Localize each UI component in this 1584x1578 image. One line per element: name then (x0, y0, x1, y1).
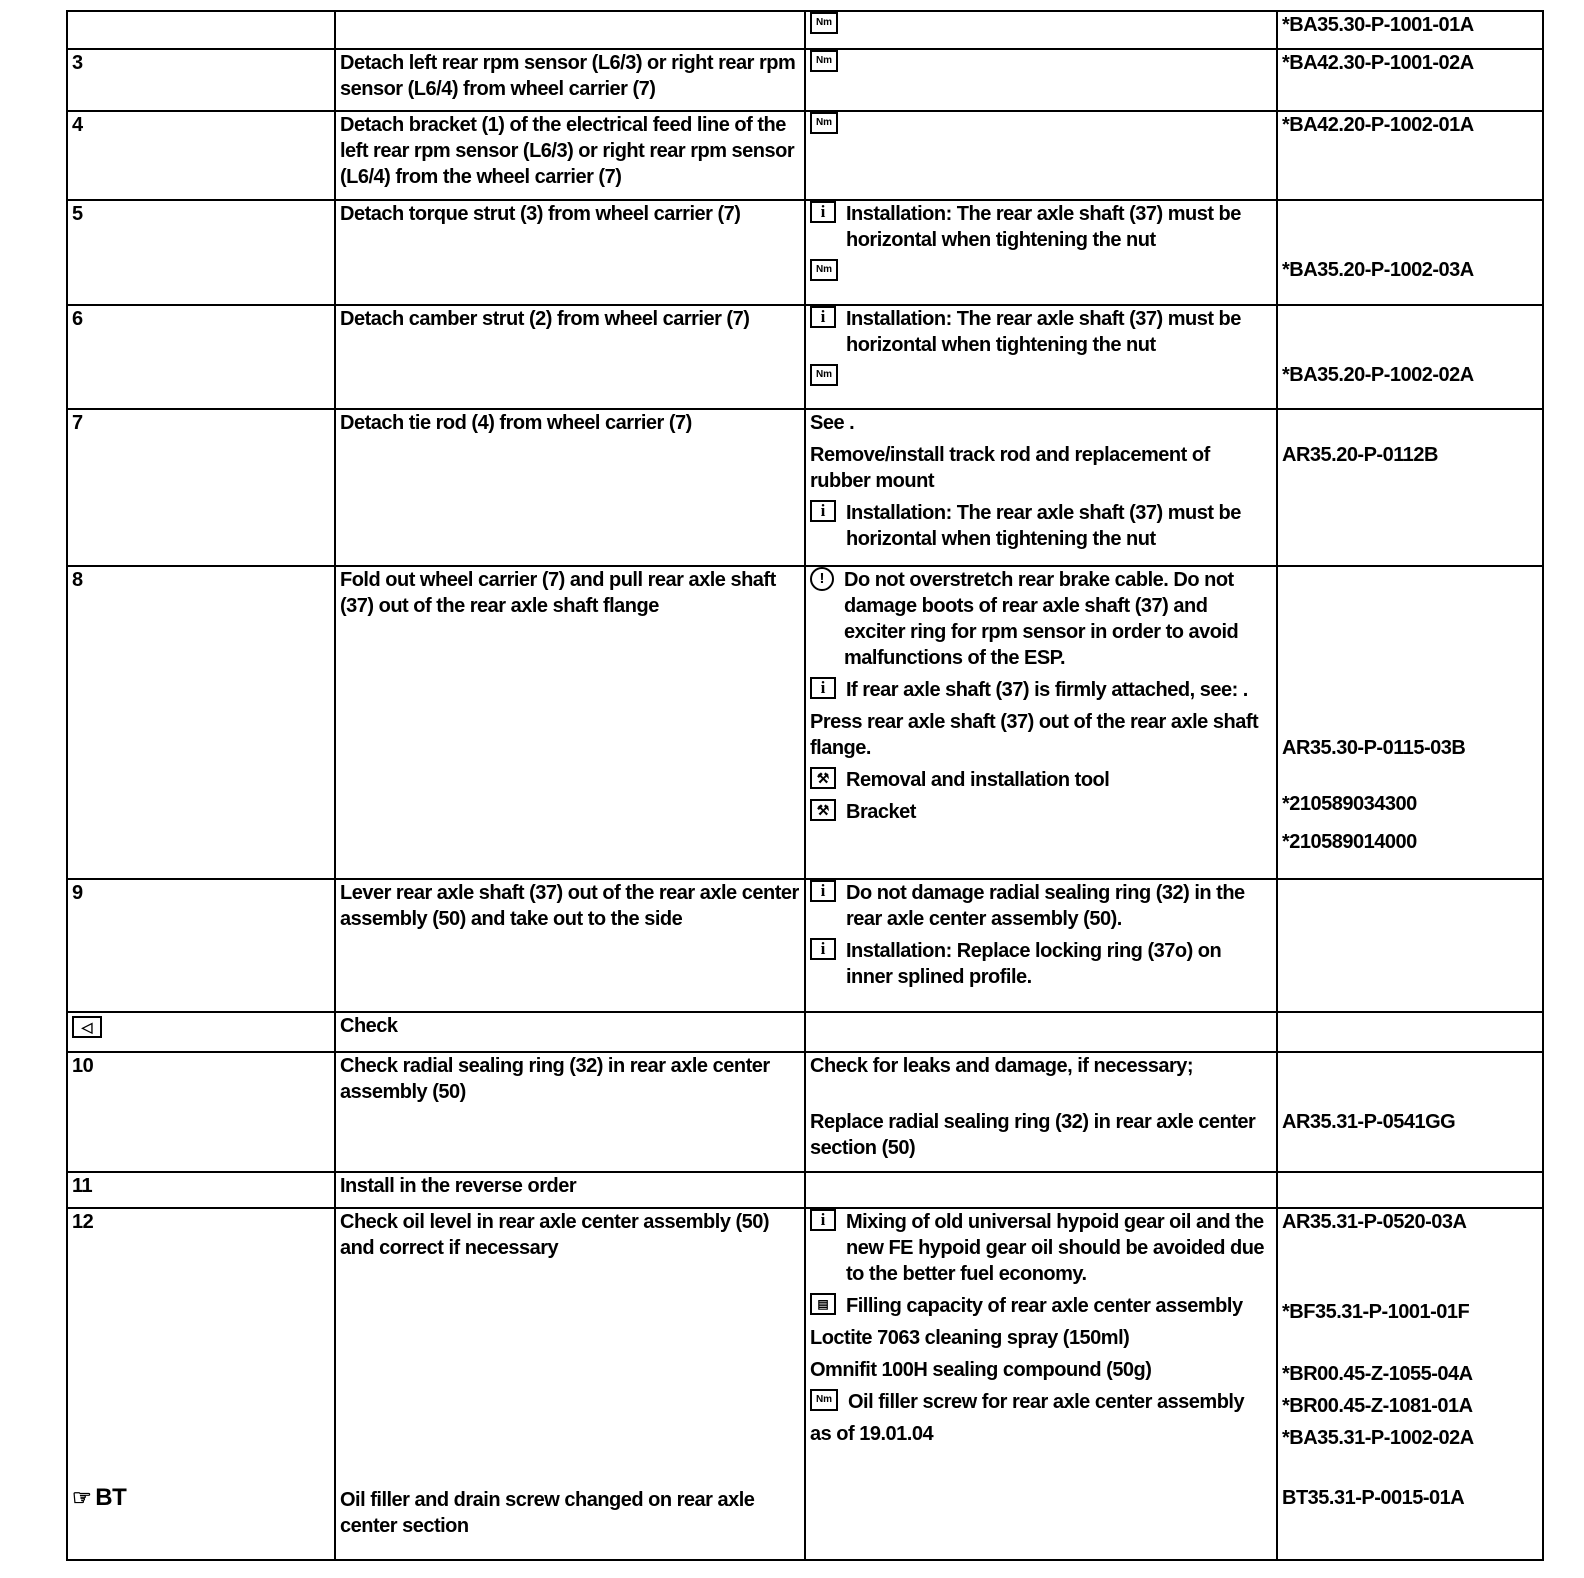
action-cell: Detach bracket (1) of the electrical feed line of the left rear rpm sensor (L6/3) or right rear rpm sensor (L6/4) from the wheel carrier (7) (335, 111, 805, 200)
torque-icon: Nm (810, 12, 838, 34)
ref-link[interactable]: AR35.31-P-0541GG (1282, 1111, 1456, 1133)
notes-cell (805, 305, 1277, 409)
notes-cell (805, 409, 1277, 566)
ref-cell (1277, 409, 1543, 566)
link-text[interactable]: Press rear axle shaft (37) out of the rear axle shaft flange. (810, 711, 1259, 759)
ref-link[interactable]: *BA42.30-P-1001-02A (1282, 52, 1474, 74)
notes-cell (805, 1012, 1277, 1052)
ref-link[interactable]: *BA42.20-P-1002-01A (1282, 114, 1474, 136)
torque-icon: Nm (810, 364, 838, 386)
action-cell: Install in the reverse order (335, 1172, 805, 1208)
action-cell: Lever rear axle shaft (37) out of the rear axle center assembly (50) and take out to the side (335, 879, 805, 1012)
note-text: Oil filler screw for rear axle center assembly (848, 1391, 1245, 1413)
notes-cell (805, 566, 1277, 879)
ref-cell (1277, 11, 1543, 49)
torque-icon: Nm (810, 259, 838, 281)
ref-cell (1277, 305, 1543, 409)
info-icon: i (810, 938, 836, 960)
ref-link[interactable]: *BA35.30-P-1001-01A (1282, 14, 1474, 36)
note-text: Mixing of old universal hypoid gear oil and the new FE hypoid gear oil should be avoided due to the better fuel economy. (846, 1211, 1265, 1285)
action-cell: Check oil level in rear axle center assembly (50) and correct if necessary Oil filler and drain screw changed on rear axle center section (335, 1208, 805, 1560)
table-row (67, 1052, 1543, 1172)
info-icon: i (810, 677, 836, 699)
ref-cell (1277, 1172, 1543, 1208)
ref-link[interactable]: *BA35.20-P-1002-02A (1282, 364, 1474, 386)
notes-cell (805, 49, 1277, 111)
ref-cell (1277, 566, 1543, 879)
step-cell: 3 (67, 49, 335, 111)
ref-link[interactable]: *210589034300 (1282, 793, 1417, 815)
step-cell: 9 (67, 879, 335, 1012)
bt-label: BT (95, 1484, 127, 1511)
note-text: Bracket (846, 801, 916, 823)
tool-icon: ⚒ (810, 767, 836, 789)
note-text: If rear axle shaft (37) is firmly attached, see: . (846, 679, 1248, 701)
torque-icon: Nm (810, 1389, 838, 1411)
ref-cell (1277, 49, 1543, 111)
note-text: Check for leaks and damage, if necessary; (810, 1055, 1194, 1077)
step-cell: 12 ☞ BT (67, 1208, 335, 1560)
tool-icon: ⚒ (810, 799, 836, 821)
table-row (67, 111, 1543, 200)
table-row (67, 879, 1543, 1012)
step-cell (67, 1012, 335, 1052)
step-cell: 5 (67, 200, 335, 305)
notes-cell (805, 111, 1277, 200)
table-row (67, 1172, 1543, 1208)
bt-action: Oil filler and drain screw changed on rear axle center section (340, 1489, 755, 1537)
action-cell: Detach torque strut (3) from wheel carrier (7) (335, 200, 805, 305)
torque-icon: Nm (810, 112, 838, 134)
ref-cell (1277, 1052, 1543, 1172)
note-text: See . (810, 412, 855, 434)
ref-link[interactable]: *BR00.45-Z-1055-04A (1282, 1363, 1473, 1385)
notes-cell (805, 200, 1277, 305)
ref-link[interactable]: *BF35.31-P-1001-01F (1282, 1301, 1470, 1323)
info-icon: i (810, 306, 836, 328)
ref-link[interactable]: AR35.31-P-0520-03A (1282, 1211, 1467, 1233)
table-row (67, 305, 1543, 409)
note-text: Do not overstretch rear brake cable. Do not damage boots of rear axle shaft (37) and exciter ring for rpm sensor in order to avoid malfunctions of the ESP. (844, 569, 1239, 669)
ref-link[interactable]: *BA35.20-P-1002-03A (1282, 259, 1474, 281)
note-text: as of 19.01.04 (810, 1423, 934, 1445)
link-text[interactable]: Remove/install track rod and replacement of rubber mount (810, 444, 1210, 492)
note-text: Filling capacity of rear axle center assembly (846, 1295, 1243, 1317)
action-cell: Fold out wheel carrier (7) and pull rear axle shaft (37) out of the rear axle shaft flange (335, 566, 805, 879)
torque-icon: Nm (810, 50, 838, 72)
note-text: Omnifit 100H sealing compound (50g) (810, 1359, 1152, 1381)
action-cell: Detach left rear rpm sensor (L6/3) or right rear rpm sensor (L6/4) from wheel carrier (7) (335, 49, 805, 111)
step-cell: 6 (67, 305, 335, 409)
table-row (67, 566, 1543, 879)
table-row (67, 11, 1543, 49)
action-cell: Check (335, 1012, 805, 1052)
table-row (67, 200, 1543, 305)
table-row (67, 49, 1543, 111)
ref-link[interactable]: *210589014000 (1282, 831, 1417, 853)
ref-link[interactable]: *BA35.31-P-1002-02A (1282, 1427, 1474, 1449)
action-cell: Detach camber strut (2) from wheel carrier (7) (335, 305, 805, 409)
table-row (67, 1012, 1543, 1052)
notes-cell (805, 11, 1277, 49)
step-cell (67, 11, 335, 49)
ref-link[interactable]: AR35.20-P-0112B (1282, 444, 1438, 466)
note-text: Removal and installation tool (846, 769, 1110, 791)
note-text: Installation: The rear axle shaft (37) must be horizontal when tightening the nut (846, 203, 1241, 251)
pointing-hand-icon: ☞ (72, 1485, 92, 1510)
procedure-table (66, 10, 1544, 1561)
ref-cell (1277, 1208, 1543, 1560)
table-row (67, 1208, 1543, 1560)
ref-link[interactable]: AR35.30-P-0115-03B (1282, 737, 1466, 759)
info-icon: i (810, 201, 836, 223)
notes-cell (805, 1172, 1277, 1208)
ref-cell (1277, 879, 1543, 1012)
step-cell: 7 (67, 409, 335, 566)
notes-cell (805, 879, 1277, 1012)
table-row (67, 409, 1543, 566)
ref-link[interactable]: BT35.31-P-0015-01A (1282, 1487, 1465, 1509)
note-text: Installation: Replace locking ring (37o) on inner splined profile. (846, 940, 1222, 988)
ref-cell (1277, 1012, 1543, 1052)
notes-cell (805, 1208, 1277, 1560)
step-cell: 10 (67, 1052, 335, 1172)
action-cell (335, 11, 805, 49)
info-icon: i (810, 500, 836, 522)
action-cell: Check radial sealing ring (32) in rear axle center assembly (50) (335, 1052, 805, 1172)
check-icon: ◁ (72, 1016, 102, 1038)
note-text: Installation: The rear axle shaft (37) must be horizontal when tightening the nut (846, 502, 1241, 550)
step-cell: 8 (67, 566, 335, 879)
note-text: Loctite 7063 cleaning spray (150ml) (810, 1327, 1130, 1349)
ref-cell (1277, 200, 1543, 305)
notes-cell (805, 1052, 1277, 1172)
info-icon: i (810, 1209, 836, 1231)
info-icon: i (810, 880, 836, 902)
step-cell: 4 (67, 111, 335, 200)
spec-sheet-icon: ▤ (810, 1293, 836, 1315)
caution-icon: ! (810, 567, 834, 591)
action-cell: Detach tie rod (4) from wheel carrier (7) (335, 409, 805, 566)
ref-cell (1277, 111, 1543, 200)
note-text: Installation: The rear axle shaft (37) must be horizontal when tightening the nut (846, 308, 1241, 356)
link-text[interactable]: Replace radial sealing ring (32) in rear axle center section (50) (810, 1111, 1256, 1159)
note-text: Do not damage radial sealing ring (32) in the rear axle center assembly (50). (846, 882, 1245, 930)
ref-link[interactable]: *BR00.45-Z-1081-01A (1282, 1395, 1473, 1417)
step-cell: 11 (67, 1172, 335, 1208)
